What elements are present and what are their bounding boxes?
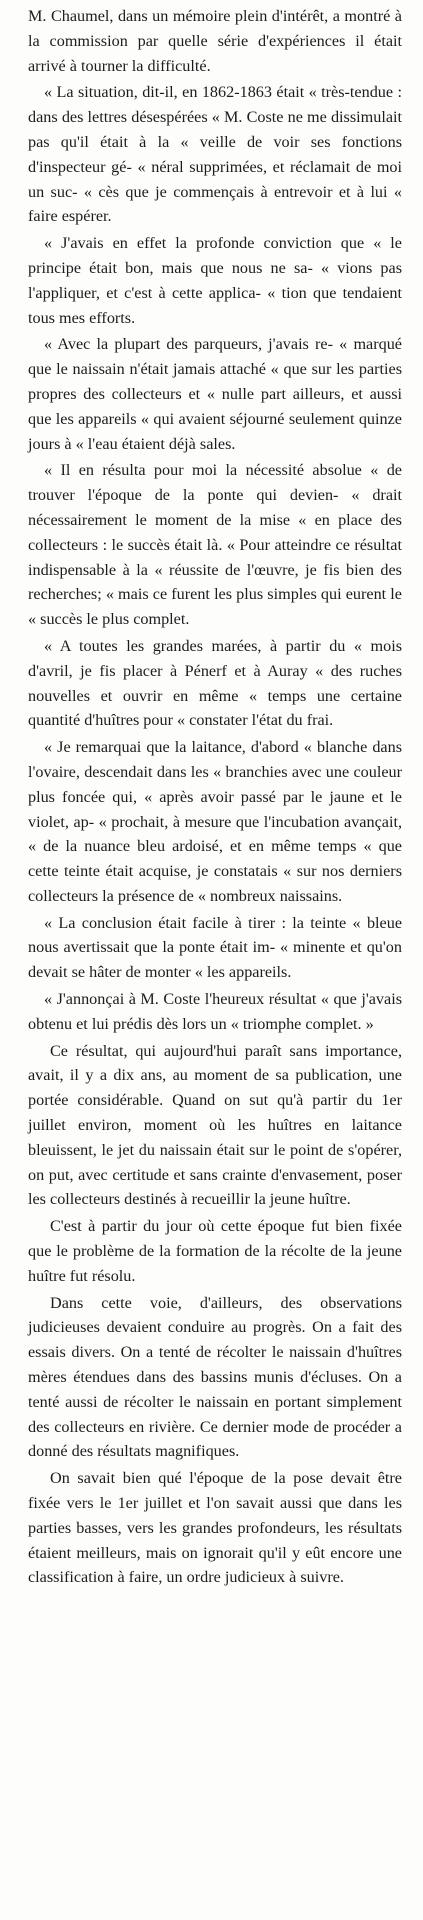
- quoted-paragraph: « Avec la plupart des parqueurs, j'avais re- « marqué que le naissain n'était jamais attaché « que sur les parties propres des collecteurs et « nulle part ailleurs, et aussi que les appareils « qui avaient séjourné seulement quinze jours à « l'eau étaient déjà sales.: [28, 335, 402, 453]
- document-body: [28, 4, 402, 1590]
- quoted-paragraph: « Je remarquai que la laitance, d'abord « blanche dans l'ovaire, descendait dans les « branchies avec une couleur plus foncée qui, « après avoir passé par le jaune et le violet, ap- « prochait, à mesure que l'incubation avançait, « de la nuance bleu ardoisé, et en même temps « que cette teinte était acquise, je constatais « sur nos derniers collecteurs la présence de « nombreux naissains.: [28, 738, 402, 905]
- quoted-paragraph: « J'avais en effet la profonde conviction que « le principe était bon, mais que nous ne sa- « vions pas l'appliquer, et c'est à cette applica- « tion que tendaient tous mes efforts.: [28, 234, 402, 327]
- paragraph: Dans cette voie, d'ailleurs, des observations judicieuses devaient conduire au progrès. On a fait des essais divers. On a tenté de récolter le naissain d'huîtres mères étendues dans des bassins munis d'écluses. On a tenté aussi de récolter le naissain en portant simplement des collecteurs en rivière. Ce dernier mode de procéder a donné des résultats magnifiques.: [28, 1293, 402, 1461]
- paragraph: Ce résultat, qui aujourd'hui paraît sans importance, avait, il y a dix ans, au moment de sa publication, une portée considérable. Quand on sut qu'à partir du 1er juillet environ, moment où les huîtres en laitance bleuissent, le jet du naissain était sur le point de s'opérer, on put, avec certitude et sans crainte d'envasement, poser les collecteurs destinés à recueillir la jeune huître.: [28, 1041, 402, 1209]
- quoted-paragraph: « La situation, dit-il, en 1862-1863 était « très-tendue : dans des lettres désespérées « M. Coste ne me dissimulait pas qu'il était à la « veille de voir ses fonctions d'inspecteur gé- « néral supprimées, et réclamait de moi un suc- « cès que je commençais à entrevoir et à lui « faire espérer.: [28, 83, 402, 226]
- paragraph: M. Chaumel, dans un mémoire plein d'intérêt, a montré à la commission par quelle série d'expériences il était arrivé à tourner la difficulté.: [28, 7, 402, 75]
- quoted-paragraph: « J'annonçai à M. Coste l'heureux résultat « que j'avais obtenu et lui prédis dès lors un « triomphe complet. »: [28, 990, 402, 1033]
- paragraph: C'est à partir du jour où cette époque fut bien fixée que le problème de la formation de la récolte de la jeune huître fut résolu.: [28, 1217, 402, 1285]
- quoted-paragraph: « Il en résulta pour moi la nécessité absolue « de trouver l'époque de la ponte qui devien- « drait nécessairement le moment de la mise « en place des collecteurs : le succès était là. « Pour atteindre ce résultat indispensable à la « réussite de l'œuvre, je fis bien des recherches; « mais ce furent les plus simples qui eurent le « succès le plus complet.: [28, 461, 402, 629]
- quoted-paragraph: « La conclusion était facile à tirer : la teinte « bleue nous avertissait que la ponte était im- « minente et qu'on devait se hâter de monter « les appareils.: [28, 913, 402, 982]
- quoted-paragraph: « A toutes les grandes marées, à partir du « mois d'avril, je fis placer à Pénerf et à Auray « des ruches nouvelles et ouvrir en même « temps une certaine quantité d'huîtres pour « constater l'état du frai.: [28, 636, 402, 730]
- paragraph: On savait bien qué l'époque de la pose devait être fixée vers le 1er juillet et l'on savait aussi que dans les parties basses, vers les grandes profondeurs, les résultats étaient meilleurs, mais on ignorait qu'il y eût encore une classification à faire, un ordre judicieux à suivre.: [28, 1469, 402, 1587]
